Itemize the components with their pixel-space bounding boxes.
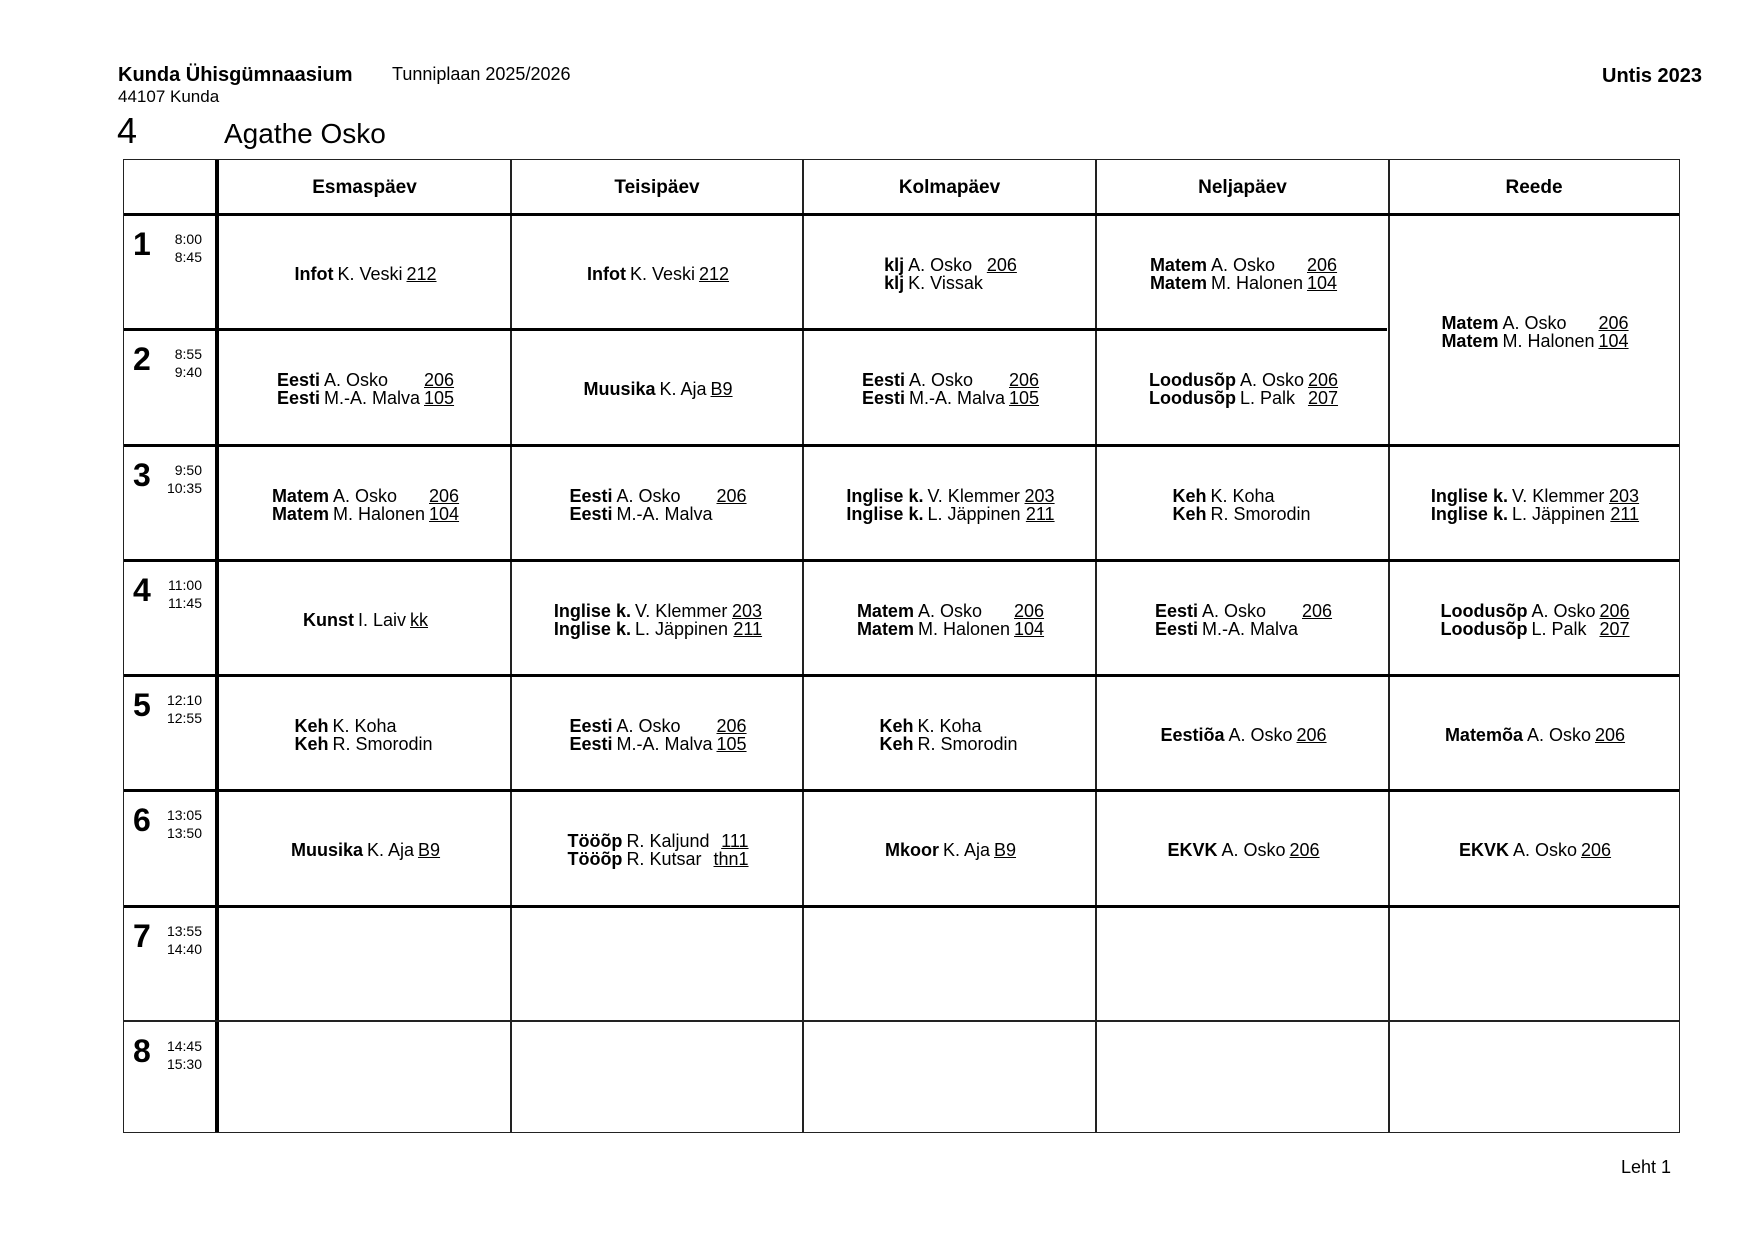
lesson-entry <box>857 602 1044 620</box>
lesson-list <box>291 841 440 859</box>
row-divider <box>124 1020 1679 1022</box>
subject-label: Tööõp <box>567 849 623 869</box>
lesson-list <box>1431 487 1639 523</box>
lesson-entry <box>277 389 454 407</box>
subject-label: Eesti <box>861 370 905 390</box>
lesson-cell[interactable] <box>513 217 803 330</box>
room-link[interactable] <box>1302 620 1332 638</box>
room-link[interactable]: 206 <box>1581 840 1612 860</box>
period-time: 11:00 11:45 <box>168 577 202 611</box>
teacher-label: A. Osko <box>1239 370 1304 390</box>
lesson-entry <box>885 841 1016 859</box>
lesson-entry <box>1441 332 1628 350</box>
room-link[interactable]: 104 <box>1014 618 1045 639</box>
lesson-entry <box>1167 841 1319 859</box>
lesson-cell[interactable] <box>1098 793 1389 907</box>
lesson-cell[interactable] <box>220 217 511 330</box>
teacher-label: K. Aja <box>366 840 415 860</box>
lesson-entry <box>1149 389 1338 407</box>
lesson-entry <box>1441 314 1628 332</box>
period-time: 13:05 13:50 <box>166 807 202 841</box>
subject-label: Matem <box>1441 312 1499 333</box>
day-header-friday: Reede <box>1505 176 1563 198</box>
lesson-list <box>272 487 459 523</box>
room-link[interactable]: 104 <box>1598 330 1629 351</box>
subject-label: Mkoor <box>884 840 939 860</box>
lesson-list <box>294 265 436 283</box>
software-label: Untis 2023 <box>1602 65 1703 87</box>
room-link[interactable]: 206 <box>1598 312 1629 333</box>
subject-label: Matem <box>271 503 329 524</box>
subject-label: Eesti <box>569 503 613 524</box>
period-1 <box>124 215 216 330</box>
subject-label: Inglise k. <box>553 600 631 621</box>
room-link[interactable]: thn1 <box>713 849 749 869</box>
lesson-cell[interactable] <box>805 332 1096 446</box>
subject-label: Matem <box>1149 272 1207 293</box>
teacher-label: I. Laiv <box>357 609 407 630</box>
lesson-cell[interactable] <box>220 563 511 676</box>
teacher-label: K. Vissak <box>908 272 983 293</box>
lesson-entry <box>857 620 1044 638</box>
teacher-label: A. Osko <box>332 485 397 506</box>
lesson-entry <box>884 274 1017 292</box>
period-number: 7 <box>133 918 151 954</box>
lesson-cell[interactable] <box>220 448 511 561</box>
lesson-entry <box>554 602 762 620</box>
lesson-entry <box>272 505 459 523</box>
lesson-entry <box>294 735 436 753</box>
subject-label: Kunst <box>302 609 354 630</box>
teacher-name: Agathe Osko <box>224 118 386 149</box>
subject-label: EKVK <box>1167 840 1218 860</box>
lesson-cell[interactable] <box>805 217 1096 330</box>
lesson-list <box>862 371 1039 407</box>
teacher-label: A. Osko <box>1221 840 1286 860</box>
room-link[interactable]: B9 <box>418 840 441 860</box>
subject-label: Inglise k. <box>1430 503 1508 524</box>
room-link[interactable]: 206 <box>1296 724 1327 745</box>
lesson-cell[interactable] <box>1391 793 1679 907</box>
period-7 <box>124 907 216 1022</box>
teacher-label: R. Kaljund <box>626 831 710 851</box>
school-name: Kunda Ühisgümnaasium <box>118 64 353 86</box>
teacher-label: K. Veski <box>629 263 695 284</box>
lesson-list <box>303 611 428 629</box>
timetable-grid <box>123 159 1680 1133</box>
lesson-entry <box>846 505 1054 523</box>
room-link[interactable]: 105 <box>424 388 455 408</box>
room-link[interactable]: 211 <box>733 618 763 639</box>
period-time: 9:50 10:35 <box>166 462 202 496</box>
teacher-label: A. Osko <box>908 370 974 390</box>
lesson-entry <box>567 850 748 868</box>
lesson-entry <box>1155 620 1332 638</box>
teacher-label: M. Halonen <box>1502 330 1595 351</box>
room-link[interactable]: 206 <box>1014 600 1045 621</box>
lesson-cell[interactable] <box>1098 332 1389 446</box>
period-5 <box>124 676 216 791</box>
day-header-monday: Esmaspäev <box>312 176 417 198</box>
subject-label: Loodusõp <box>1148 370 1236 390</box>
subject-label: Eesti <box>569 485 613 506</box>
subject-label: Eesti <box>276 388 320 408</box>
lesson-list <box>884 256 1017 292</box>
room-link[interactable]: 203 <box>732 600 763 621</box>
teacher-label: K. Aja <box>659 379 707 399</box>
subject-label: Matem <box>271 485 329 506</box>
plan-title: Tunniplaan 2025/2026 <box>392 64 571 84</box>
period-time: 12:10 12:55 <box>166 692 202 726</box>
lesson-entry <box>1172 487 1314 505</box>
lesson-cell[interactable] <box>220 793 511 907</box>
teacher-label: M.-A. Malva <box>908 388 1005 408</box>
lesson-cell[interactable] <box>220 678 511 791</box>
lesson-list <box>583 380 732 398</box>
lesson-entry <box>862 371 1039 389</box>
room-link[interactable]: 105 <box>1009 388 1040 408</box>
room-link[interactable]: 207 <box>1307 388 1339 408</box>
subject-label: Inglise k. <box>1430 485 1508 506</box>
teacher-label: K. Koha <box>332 715 397 736</box>
subject-label: Loodusõp <box>1440 618 1528 639</box>
lesson-list <box>1160 726 1326 744</box>
teacher-label: K. Aja <box>942 840 990 860</box>
lesson-list <box>857 602 1044 638</box>
period-6 <box>124 791 216 907</box>
teacher-label: V. Klemmer <box>634 600 728 621</box>
teacher-label: R. Smorodin <box>917 733 1018 754</box>
teacher-label: R. Smorodin <box>332 733 433 754</box>
lesson-entry <box>884 256 1017 274</box>
lesson-cell[interactable] <box>513 448 803 561</box>
subject-label: Muusika <box>290 840 363 860</box>
lesson-entry <box>1440 620 1629 638</box>
lesson-entry <box>569 735 746 753</box>
teacher-label: L. Palk <box>1531 618 1587 639</box>
lesson-cell[interactable] <box>805 563 1096 676</box>
lesson-entry <box>862 389 1039 407</box>
teacher-label: R. Smorodin <box>1210 503 1311 524</box>
subject-label: EKVK <box>1458 840 1509 860</box>
room-link[interactable]: 206 <box>1009 370 1040 390</box>
lesson-list <box>554 602 762 638</box>
room-link[interactable] <box>717 505 747 523</box>
teacher-label: M.-A. Malva <box>323 388 420 408</box>
room-link[interactable]: 111 <box>721 831 749 851</box>
day-header-wednesday: Kolmapäev <box>898 176 1001 198</box>
teacher-label: A. Osko <box>616 485 681 506</box>
subject-label: Matem <box>1441 330 1499 351</box>
lesson-cell[interactable] <box>1098 448 1389 561</box>
room-link[interactable]: 104 <box>429 503 460 524</box>
lesson-list <box>1441 314 1628 350</box>
period-time: 8:00 8:45 <box>174 231 202 265</box>
room-link[interactable]: 206 <box>429 485 460 506</box>
period-4 <box>124 561 216 676</box>
subject-label: Eesti <box>276 370 320 390</box>
subject-label: Inglise k. <box>846 503 924 524</box>
lesson-list <box>294 717 436 753</box>
subject-label: Infot <box>586 263 626 284</box>
lesson-list <box>569 487 746 523</box>
lesson-entry <box>1459 841 1611 859</box>
teacher-label: A. Osko <box>1201 600 1267 621</box>
lesson-list <box>1167 841 1319 859</box>
lesson-list <box>587 265 729 283</box>
school-address: 44107 Kunda <box>118 87 220 106</box>
room-link[interactable]: 211 <box>1025 503 1055 524</box>
subject-label: klj <box>884 254 905 275</box>
lesson-cell[interactable] <box>513 793 803 907</box>
room-link[interactable]: 206 <box>986 254 1017 275</box>
subject-label: Eesti <box>569 715 613 736</box>
period-number: 5 <box>133 687 151 723</box>
lesson-entry <box>1431 505 1639 523</box>
teacher-label: A. Osko <box>1531 600 1596 621</box>
lesson-cell[interactable] <box>1098 563 1389 676</box>
room-link[interactable]: 203 <box>1609 485 1640 506</box>
subject-label: Keh <box>294 715 329 736</box>
subject-label: Keh <box>294 733 329 754</box>
room-link[interactable]: 206 <box>716 485 747 506</box>
lesson-entry <box>272 487 459 505</box>
lesson-entry <box>303 611 428 629</box>
room-link[interactable]: 105 <box>716 733 747 754</box>
room-link[interactable]: 211 <box>1610 503 1640 524</box>
lesson-entry <box>879 735 1021 753</box>
subject-label: Inglise k. <box>846 485 924 506</box>
column-divider <box>215 160 219 1132</box>
teacher-label: A. Osko <box>1502 312 1567 333</box>
teacher-label: M. Halonen <box>332 503 426 524</box>
lesson-entry <box>291 841 440 859</box>
lesson-list <box>879 717 1021 753</box>
lesson-list <box>885 841 1016 859</box>
subject-label: Loodusõp <box>1440 600 1528 621</box>
lesson-cell[interactable] <box>513 332 803 446</box>
period-time: 13:55 14:40 <box>166 923 202 957</box>
lesson-list <box>569 717 746 753</box>
page-number: Leht 1 <box>1621 1157 1672 1177</box>
subject-label: Keh <box>879 715 914 736</box>
period-number: 2 <box>133 341 151 377</box>
lesson-entry <box>587 265 729 283</box>
lesson-entry <box>294 265 436 283</box>
teacher-label: M. Halonen <box>917 618 1011 639</box>
room-link[interactable]: 206 <box>1289 840 1320 860</box>
period-number: 4 <box>133 572 151 608</box>
lesson-list <box>1459 841 1611 859</box>
lesson-entry <box>569 505 746 523</box>
subject-label: Tööõp <box>567 831 623 851</box>
lesson-entry <box>294 717 436 735</box>
subject-label: Matemõa <box>1444 724 1523 745</box>
teacher-label: A. Osko <box>1210 254 1275 275</box>
room-link[interactable]: 206 <box>1599 600 1630 621</box>
room-link[interactable]: 104 <box>1307 272 1338 293</box>
room-link[interactable]: 212 <box>698 263 730 284</box>
teacher-label: K. Veski <box>337 263 403 284</box>
lesson-entry <box>567 832 748 850</box>
subject-label: Matem <box>856 600 914 621</box>
period-number: 1 <box>133 226 151 262</box>
lesson-entry <box>569 487 746 505</box>
lesson-entry <box>846 487 1054 505</box>
lesson-entry <box>1431 487 1639 505</box>
room-link[interactable] <box>987 274 1017 292</box>
day-header-tuesday: Teisipäev <box>614 176 700 198</box>
teacher-label: A. Osko <box>908 254 973 275</box>
period-8 <box>124 1022 216 1134</box>
teacher-label: A. Osko <box>616 715 681 736</box>
period-number: 6 <box>133 802 151 838</box>
subject-label: Keh <box>1172 485 1207 506</box>
class-number: 4 <box>117 110 138 151</box>
teacher-label: A. Osko <box>1526 724 1591 745</box>
room-link[interactable]: 206 <box>1307 254 1338 275</box>
room-link[interactable]: B9 <box>710 379 733 399</box>
teacher-label: L. Palk <box>1239 388 1295 408</box>
period-number: 3 <box>133 457 151 493</box>
room-link[interactable]: 212 <box>406 263 437 284</box>
subject-label: Inglise k. <box>553 618 631 639</box>
subject-label: Matem <box>856 618 914 639</box>
teacher-label: L. Jäppinen <box>1511 503 1606 524</box>
lesson-list <box>1445 726 1625 744</box>
subject-label: Eesti <box>1154 600 1198 621</box>
lesson-entry <box>1150 274 1337 292</box>
lesson-cell[interactable] <box>1098 678 1389 791</box>
lesson-cell[interactable] <box>1391 217 1679 446</box>
subject-label: Eesti <box>1154 618 1198 639</box>
lesson-cell[interactable] <box>513 678 803 791</box>
teacher-label: A. Osko <box>1512 840 1577 860</box>
teacher-label: L. Jäppinen <box>634 618 729 639</box>
lesson-cell[interactable] <box>1391 678 1679 791</box>
lesson-entry <box>1155 602 1332 620</box>
lesson-cell[interactable] <box>1391 448 1679 561</box>
lesson-entry <box>1172 505 1314 523</box>
subject-label: Infot <box>294 263 334 284</box>
subject-label: Keh <box>879 733 914 754</box>
lesson-entry <box>1150 256 1337 274</box>
lesson-list <box>1440 602 1629 638</box>
lesson-cell[interactable] <box>805 793 1096 907</box>
lesson-cell[interactable] <box>1391 563 1679 676</box>
lesson-entry <box>277 371 454 389</box>
teacher-label: L. Jäppinen <box>927 503 1021 524</box>
teacher-label: A. Osko <box>323 370 389 390</box>
lesson-entry <box>879 717 1021 735</box>
lesson-entry <box>1160 726 1326 744</box>
period-time: 8:55 9:40 <box>174 346 202 380</box>
room-link[interactable]: 206 <box>1307 370 1339 390</box>
subject-label: Muusika <box>583 379 656 399</box>
subject-label: Keh <box>1172 503 1207 524</box>
lesson-list <box>567 832 748 868</box>
subject-label: Eestiõa <box>1160 724 1225 745</box>
lesson-cell[interactable] <box>513 563 803 676</box>
row-divider <box>124 213 1679 216</box>
lesson-list <box>1172 487 1314 523</box>
teacher-label: V. Klemmer <box>1511 485 1605 506</box>
period-time: 14:45 15:30 <box>166 1038 202 1072</box>
lesson-cell[interactable] <box>805 448 1096 561</box>
room-link[interactable]: 206 <box>1302 600 1333 621</box>
lesson-entry <box>1445 726 1625 744</box>
teacher-label: K. Koha <box>1210 485 1275 506</box>
lesson-entry <box>583 380 732 398</box>
room-link[interactable]: B9 <box>994 840 1017 860</box>
room-link[interactable]: 203 <box>1024 485 1055 506</box>
teacher-label: M.-A. Malva <box>1201 618 1298 639</box>
room-link[interactable]: 206 <box>1595 724 1626 745</box>
room-link[interactable]: 206 <box>716 715 747 736</box>
teacher-label: R. Kutsar <box>626 849 702 869</box>
lesson-cell[interactable] <box>805 678 1096 791</box>
lesson-cell[interactable] <box>220 332 511 446</box>
lesson-entry <box>1149 371 1338 389</box>
teacher-label: M. Halonen <box>1210 272 1304 293</box>
subject-label: Eesti <box>569 733 613 754</box>
lesson-entry <box>1440 602 1629 620</box>
period-3 <box>124 446 216 561</box>
teacher-label: M.-A. Malva <box>616 733 713 754</box>
lesson-list <box>277 371 454 407</box>
room-link[interactable]: 206 <box>424 370 455 390</box>
teacher-label: V. Klemmer <box>927 485 1020 506</box>
subject-label: klj <box>884 272 905 293</box>
day-header-thursday: Neljapäev <box>1198 176 1287 198</box>
lesson-list <box>846 487 1054 523</box>
lesson-entry <box>569 717 746 735</box>
teacher-label: A. Osko <box>917 600 982 621</box>
lesson-list <box>1150 256 1337 292</box>
period-2 <box>124 330 216 446</box>
period-number: 8 <box>133 1033 151 1069</box>
teacher-label: A. Osko <box>1228 724 1293 745</box>
lesson-cell[interactable] <box>1098 217 1389 330</box>
subject-label: Matem <box>1149 254 1207 275</box>
lesson-list <box>1155 602 1332 638</box>
teacher-label: K. Koha <box>917 715 982 736</box>
room-link[interactable]: 207 <box>1599 618 1630 639</box>
teacher-label: M.-A. Malva <box>616 503 713 524</box>
subject-label: Eesti <box>861 388 905 408</box>
room-link[interactable]: kk <box>410 609 429 630</box>
lesson-entry <box>554 620 762 638</box>
subject-label: Loodusõp <box>1148 388 1236 408</box>
lesson-list <box>1149 371 1338 407</box>
